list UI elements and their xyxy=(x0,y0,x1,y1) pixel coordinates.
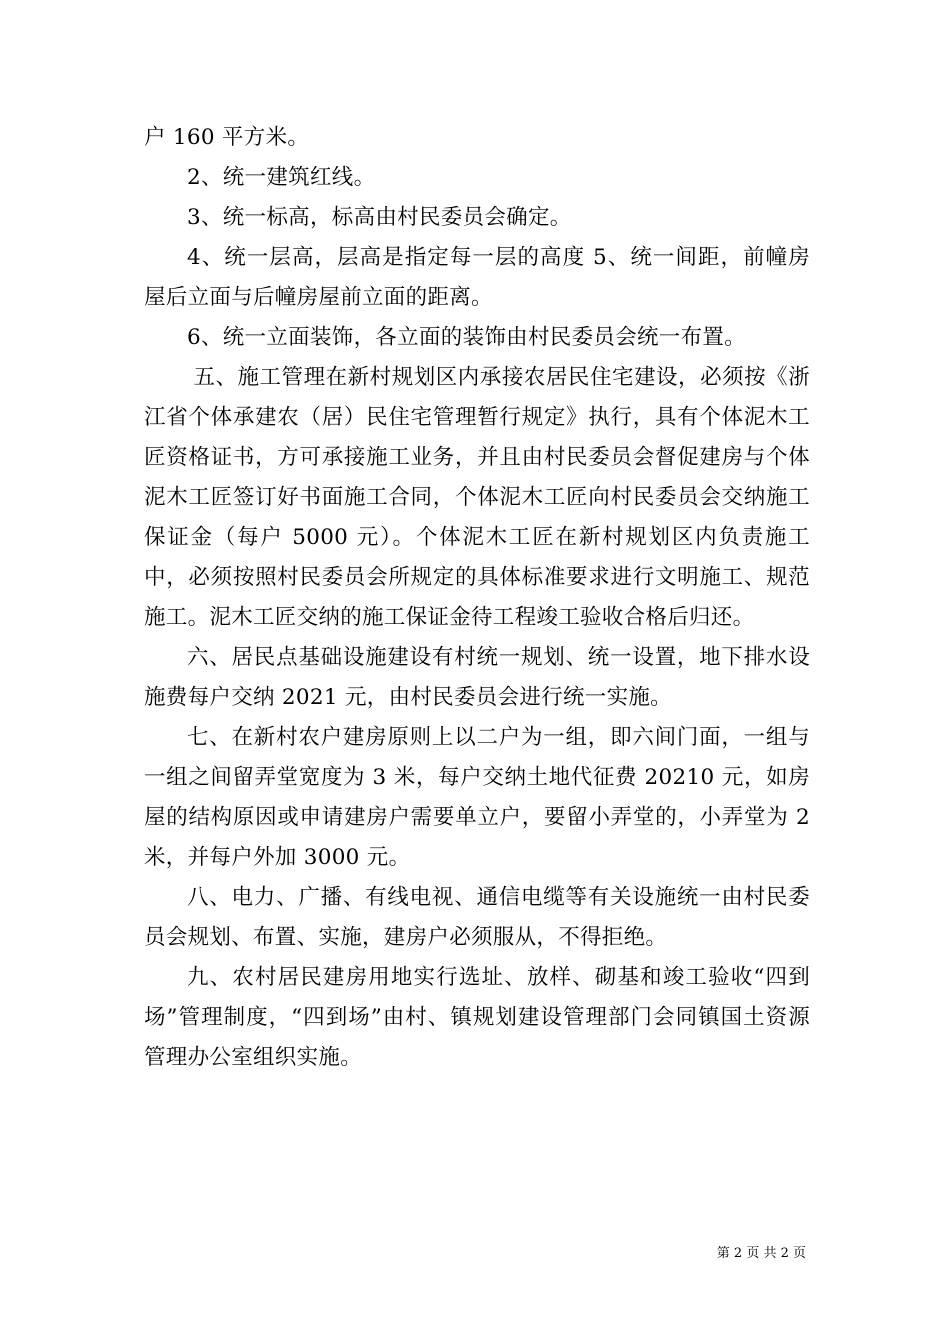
paragraph-section-5: 五、施工管理在新村规划区内承接农居民住宅建设，必须按《浙江省个体承建农（居）民住宅管理暂行规定》执行，具有个体泥木工匠资格证书，方可承接施工业务，并且由村民委员会督促建房与个体泥木工匠签订好书面施工合同，个体泥木工匠向村民委员会交纳施工保证金（每户 5000 元）。个体泥木工匠在新村规划区内负责施工中，必须按照村民委员会所规定的具体标准要求进行文明施工、规范施工。泥木工匠交纳的施工保证金待工程竣工验收合格后归还。 xyxy=(144,365,810,630)
paragraph-item-6: 6、统一立面装饰，各立面的装饰由村民委员会统一布置。 xyxy=(187,325,746,350)
paragraph-section-7: 七、在新村农户建房原则上以二户为一组，即六间门面，一组与一组之间留弄堂宽度为 3 米，每户交纳土地代征费 20210 元，如房屋的结构原因或申请建房户需要单立户，要留小弄堂的，小弄堂为 2 米，并每户外加 3000 元。 xyxy=(144,725,810,870)
paragraph-section-6: 六、居民点基础设施建设有村统一规划、统一设置，地下排水设施费每户交纳 2021 元，由村民委员会进行统一实施。 xyxy=(144,645,810,710)
paragraph-section-9: 九、农村居民建房用地实行选址、放样、砌基和竣工验收“四到场”管理制度，“四到场”由村、镇规划建设管理部门会同镇国土资源管理办公室组织实施。 xyxy=(144,965,810,1070)
paragraph-item-2: 2、统一建筑红线。 xyxy=(187,165,376,190)
paragraph-continuation: 户 160 平方米。 xyxy=(144,125,310,150)
page-number-footer: 第 2 页 共 2 页 xyxy=(716,1246,806,1261)
paragraph-item-3: 3、统一标高，标高由村民委员会确定。 xyxy=(187,205,572,230)
paragraph-section-8: 八、电力、广播、有线电视、通信电缆等有关设施统一由村民委员会规划、布置、实施，建房户必须服从，不得拒绝。 xyxy=(144,885,810,950)
document-body xyxy=(144,118,810,1078)
paragraph-item-4-5: 4、统一层高，层高是指定每一层的高度 5、统一间距，前幢房屋后立面与后幢房屋前立面的距离。 xyxy=(144,245,810,310)
